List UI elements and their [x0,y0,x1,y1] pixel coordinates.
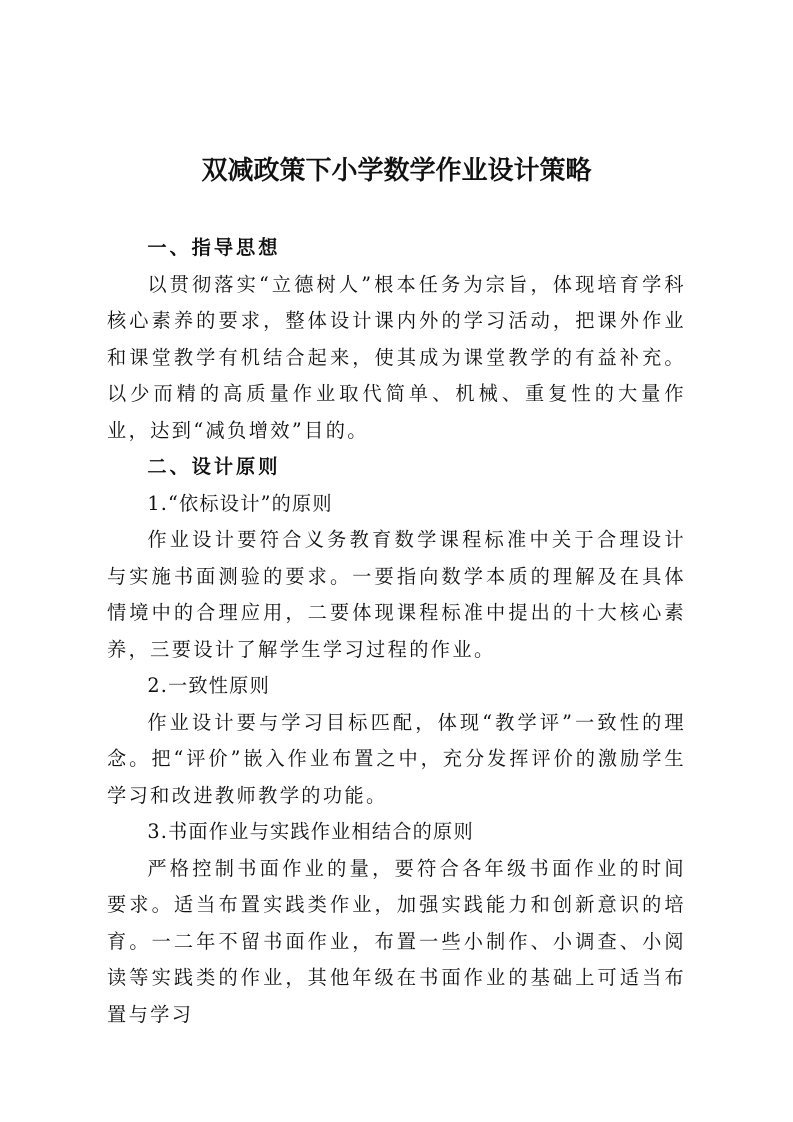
section-heading-guiding: 一、指导思想 [147,236,281,259]
principle-title-3: 3.书面作业与实践作业相结合的原则 [147,820,474,843]
document-title: 双减政策下小学数学作业设计策略 [201,156,592,186]
principle-paragraph-3: 严格控制书面作业的量，要符合各年级书面作业的时间要求。适当布置实践类作业，加强实践能力和创新意识的培育。一二年不留书面作业，布置一些小制作、小调查、小阅读等实践类的作业，其他年级在书面作业的基础上可适当布置与学习 [107,856,686,1026]
document-body [107,230,686,1033]
paragraph-guiding: 以贯彻落实“立德树人”根本任务为宗旨，体现培育学科核心素养的要求，整体设计课内外的学习活动，把课外作业和课堂教学有机结合起来，使其成为课堂教学的有益补充。以少而精的高质量作业取代简单、机械、重复性的大量作业，达到“减负增效”目的。 [107,272,686,442]
principle-title-1: 1.“依标设计”的原则 [147,491,333,515]
section-heading-principles: 二、设计原则 [147,455,281,478]
principle-title-2: 2.一致性原则 [147,674,270,697]
principle-paragraph-2: 作业设计要与学习目标匹配，体现“教学评”一致性的理念。把“评价”嵌入作业布置之中，充分发挥评价的激励学生学习和改进教师教学的功能。 [107,710,686,807]
principle-paragraph-1: 作业设计要符合义务教育数学课程标准中关于合理设计与实施书面测验的要求。一要指向数学本质的理解及在具体情境中的合理应用，二要体现课程标准中提出的十大核心素养，三要设计了解学生学习过程的作业。 [107,528,686,661]
